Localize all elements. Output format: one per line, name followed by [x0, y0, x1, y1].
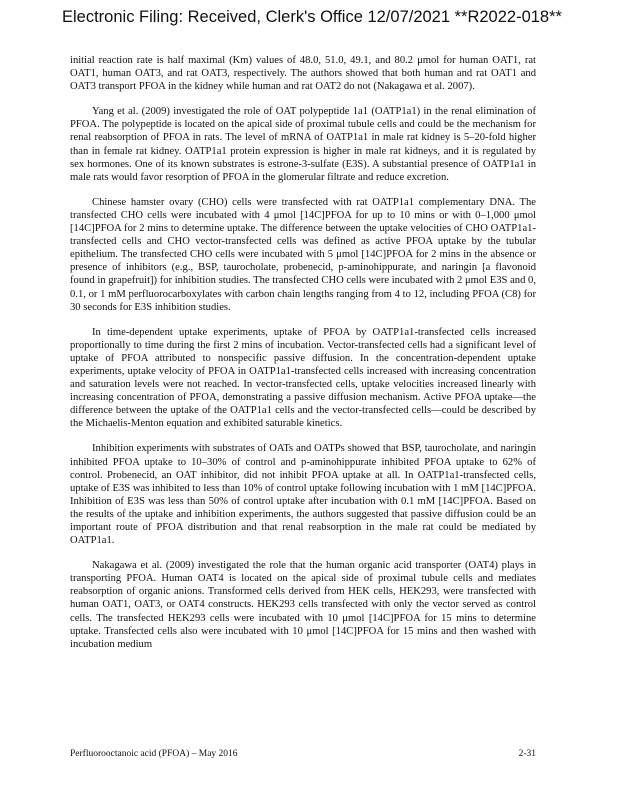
paragraph-4: In time-dependent uptake experiments, uptake of PFOA by OATP1a1-transfected cells increased proportionally to time during the first 2 mins of incubation. Vector-transfected cells had a significant level of uptake of PFOA attributed to nonspecific passive diffusion. In the concentration-dependent uptake experiments, uptake velocity of PFOA in OATP1a1-transfected cells increased with increasing concentration and saturation levels were not reached. In vector-transfected cells, uptake velocities increased linearly with increasing concentration of PFOA, demonstrating a passive diffusion mechanism. Active PFOA uptake—the difference between the uptake of the OATP1a1 cells and the vector-transfected cells—could be described by the Michaelis-Menton equation and exhibited saturable kinetics. — [70, 326, 536, 430]
page-number: 2-31 — [518, 749, 536, 759]
paragraph-5: Inhibition experiments with substrates of OATs and OATPs showed that BSP, taurocholate, and naringin inhibited PFOA uptake to 10–30% of control and p-aminohippurate inhibited PFOA uptake to 62% of control. Probenecid, an OAT inhibitor, did not inhibit PFOA uptake at all. In OATP1a1-transfected cells, uptake of E3S was inhibited to less than 10% of control uptake following incubation with 1 mM [14C]PFOA. Inhibition of E3S was less than 50% of control uptake after incubation with 0.1 mM [14C]PFOA. Based on the results of the uptake and inhibition experiments, the authors suggested that passive diffusion could be an important route of PFOA distribution and that renal reabsorption in the male rat could be mediated by OATP1a1. — [70, 443, 536, 547]
footer-document-title: Perfluorooctanoic acid (PFOA) – May 2016 — [70, 749, 238, 759]
page-footer — [70, 749, 536, 759]
filing-banner: Electronic Filing: Received, Clerk's Office 12/07/2021 **R2022-018** — [62, 8, 562, 26]
document-body — [70, 54, 536, 663]
paragraph-3: Chinese hamster ovary (CHO) cells were transfected with rat OATP1a1 complementary DNA. The transfected CHO cells were incubated with 4 μmol [14C]PFOA for up to 10 mins or with 0–1,000 μmol [14C]PFOA for 2 mins to determine uptake. The difference between the uptake velocities of CHO OATP1a1-transfected cells and CHO vector-transfected cells was defined as active PFOA uptake by the tubular epithelium. The transfected CHO cells were incubated with 5 μmol [14C]PFOA for 2 mins in the absence or presence of inhibitors (e.g., BSP, taurocholate, probenecid, p-aminohippurate, and naringin [a flavonoid found in grapefruit]) for inhibition studies. The transfected CHO cells were incubated with 2 μmol E3S and 0, 0.1, or 1 mM perfluorocarboxylates with carbon chain lengths ranging from 4 to 12, including PFOA (C8) for 30 seconds for E3S inhibition studies. — [70, 196, 536, 313]
paragraph-2: Yang et al. (2009) investigated the role of OAT polypeptide 1a1 (OATP1a1) in the renal elimination of PFOA. The polypeptide is located on the apical side of proximal tubule cells and could be the mechanism for renal reabsorption of PFOA in rats. The level of mRNA of OATP1a1 in male rat kidney is 5–20-fold higher than in female rat kidney. OATP1a1 protein expression is higher in male rat kidneys, and it is regulated by sex hormones. One of its known substrates is estrone-3-sulfate (E3S). A substantial presence of OATP1a1 in male rats would favor resorption of PFOA in the glomerular filtrate and reduce excretion. — [70, 106, 536, 183]
paragraph-1: initial reaction rate is half maximal (Km) values of 48.0, 51.0, 49.1, and 80.2 μmol for human OAT1, rat OAT1, human OAT3, and rat OAT3, respectively. The authors showed that both human and rat OAT1 and OAT3 transport PFOA in the kidney while human and rat OAT2 do not (Nakagawa et al. 2007). — [70, 55, 536, 93]
paragraph-6: Nakagawa et al. (2009) investigated the role that the human organic acid transporter (OAT4) plays in transporting PFOA. Human OAT4 is located on the apical side of proximal tubule cells and mediates reabsorption of organic anions. Transformed cells derived from HEK cells, HEK293, were transfected with human OAT1, OAT3, or OAT4 constructs. HEK293 cells transfected with only the vector served as control cells. The transfected HEK293 cells were incubated with 10 μmol [14C]PFOA for 15 mins to determine uptake. Transfected cells also were incubated with 10 μmol [14C]PFOA for 15 mins and then washed with incubation medium — [70, 560, 536, 650]
